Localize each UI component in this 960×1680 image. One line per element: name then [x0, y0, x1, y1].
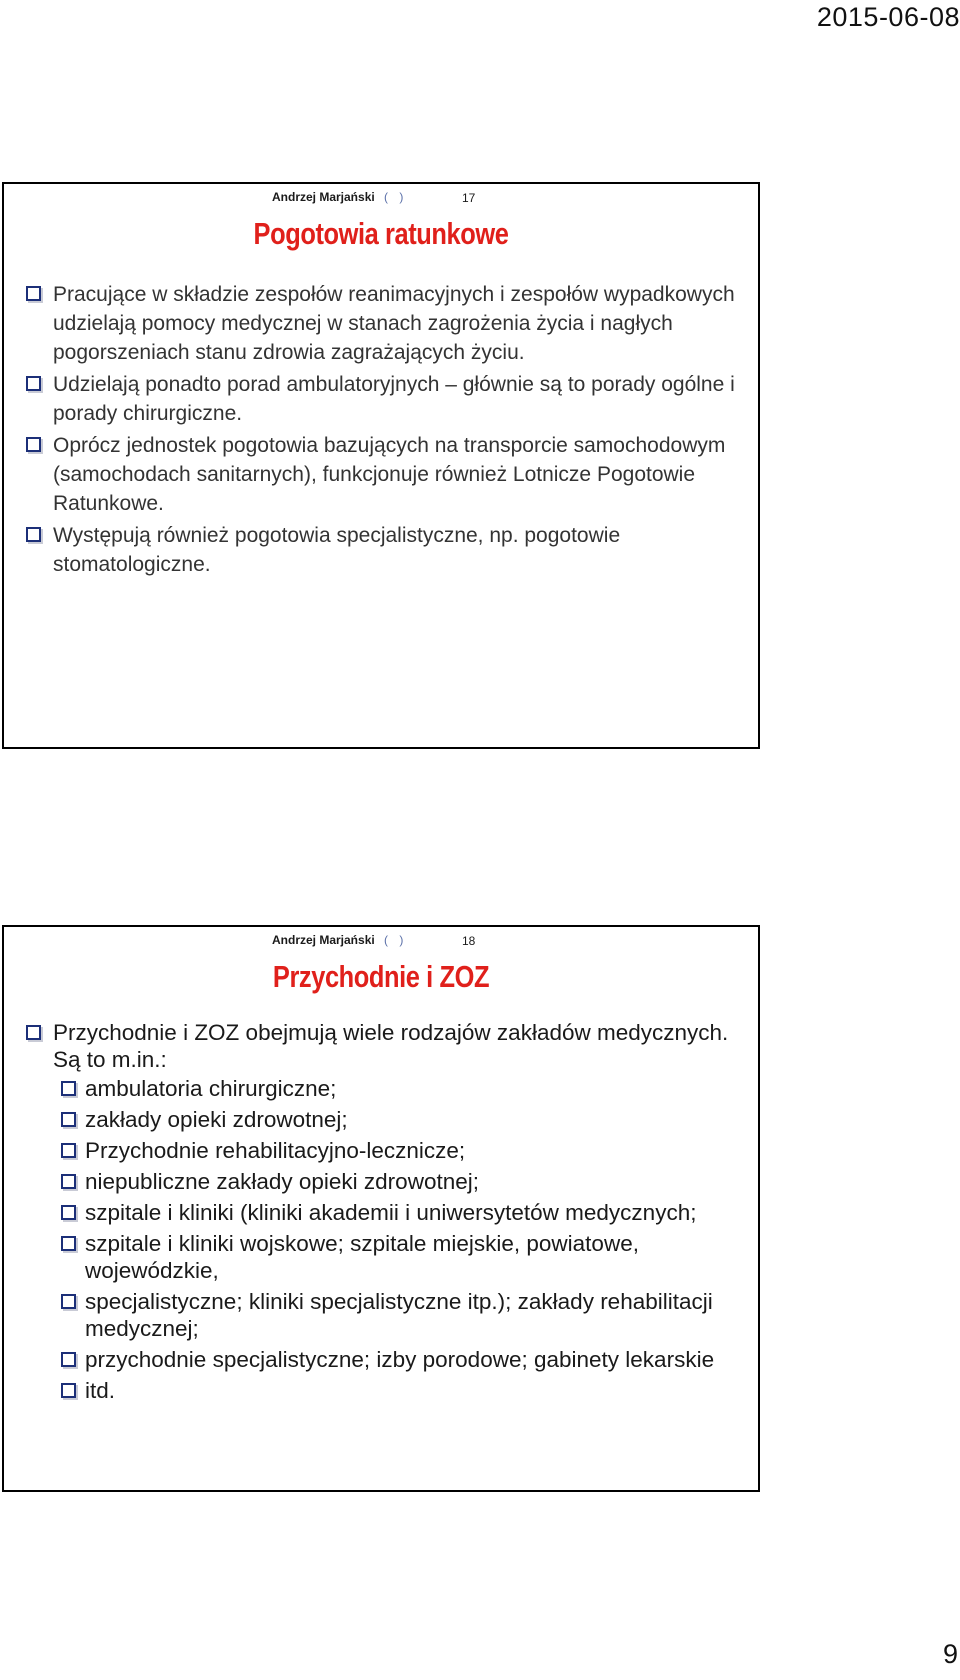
checkbox-bullet-icon	[26, 437, 41, 452]
list-item-text: Występują również pogotowia specjalistyczne, np. pogotowie stomatologiczne.	[53, 524, 621, 576]
slide-header	[272, 190, 476, 205]
checkbox-bullet-icon	[61, 1143, 76, 1158]
sub-list-item	[61, 1106, 740, 1133]
checkbox-bullet-icon	[26, 1025, 41, 1040]
checkbox-bullet-icon	[61, 1352, 76, 1367]
list-item-text: Udzielają ponadto porad ambulatoryjnych – głównie są to porady ogólne i porady chirurgiczne.	[53, 373, 735, 425]
slide-header-paren: ( )	[384, 933, 408, 947]
slide-number: 18	[462, 934, 476, 948]
list-item	[24, 521, 740, 579]
list-item-text: specjalistyczne; kliniki specjalistyczne itp.); zakłady rehabilitacji medycznej;	[85, 1289, 713, 1341]
list-item-text: przychodnie specjalistyczne; izby porodowe; gabinety lekarskie	[85, 1347, 715, 1372]
list-item-text: Pracujące w składzie zespołów reanimacyjnych i zespołów wypadkowych udzielają pomocy medycznej w stanach zagrożenia życia i nagłych pogorszeniach stanu zdrowia zagrażających życiu.	[53, 283, 735, 364]
slide-title: Przychodnie i ZOZ	[272, 959, 490, 994]
sub-list-item	[61, 1288, 740, 1342]
list-item-text: Przychodnie i ZOZ obejmują wiele rodzajów zakładów medycznych. Są to m.in.:	[53, 1020, 729, 1072]
slide-18	[2, 925, 760, 1492]
slide-author: Andrzej Marjański	[272, 933, 375, 947]
sub-list-item	[61, 1377, 740, 1404]
sub-list-item	[61, 1199, 740, 1226]
checkbox-bullet-icon	[61, 1383, 76, 1398]
checkbox-bullet-icon	[26, 376, 41, 391]
checkbox-bullet-icon	[26, 286, 41, 301]
slide-header-paren: ( )	[384, 190, 408, 204]
slide-title: Pogotowia ratunkowe	[253, 216, 509, 251]
list-item	[24, 280, 740, 367]
checkbox-bullet-icon	[61, 1174, 76, 1189]
sub-list-item	[61, 1168, 740, 1195]
sub-list-item	[61, 1230, 740, 1284]
checkbox-bullet-icon	[61, 1081, 76, 1096]
checkbox-bullet-icon	[61, 1112, 76, 1127]
list-item	[24, 1019, 740, 1073]
list-item-text: Oprócz jednostek pogotowia bazujących na transporcie samochodowym (samochodach sanitarnych), funkcjonuje również Lotnicze Pogotowie Ratunkowe.	[53, 434, 726, 515]
page-number: 9	[942, 1639, 958, 1669]
page-date: 2015-06-08	[816, 2, 960, 32]
checkbox-bullet-icon	[26, 527, 41, 542]
list-item-text: niepubliczne zakłady opieki zdrowotnej;	[85, 1169, 479, 1194]
sub-list-item	[61, 1346, 740, 1373]
list-item	[24, 431, 740, 518]
checkbox-bullet-icon	[61, 1205, 76, 1220]
list-item-text: szpitale i kliniki (kliniki akademii i uniwersytetów medycznych;	[85, 1200, 697, 1225]
slide-header	[272, 933, 476, 948]
list-item-text: szpitale i kliniki wojskowe; szpitale miejskie, powiatowe, wojewódzkie,	[85, 1231, 639, 1283]
list-item-text: zakłady opieki zdrowotnej;	[85, 1107, 348, 1132]
sub-list-item	[61, 1075, 740, 1102]
checkbox-bullet-icon	[61, 1294, 76, 1309]
list-item-text: Przychodnie rehabilitacyjno-lecznicze;	[85, 1138, 466, 1163]
bullet-list	[24, 1019, 740, 1408]
bullet-list	[24, 280, 740, 582]
slide-number: 17	[462, 191, 476, 205]
sub-list-item	[61, 1137, 740, 1164]
list-item-text: itd.	[85, 1378, 116, 1403]
list-item	[24, 370, 740, 428]
slide-17	[2, 182, 760, 749]
list-item-text: ambulatoria chirurgiczne;	[85, 1076, 337, 1101]
checkbox-bullet-icon	[61, 1236, 76, 1251]
slide-author: Andrzej Marjański	[272, 190, 375, 204]
